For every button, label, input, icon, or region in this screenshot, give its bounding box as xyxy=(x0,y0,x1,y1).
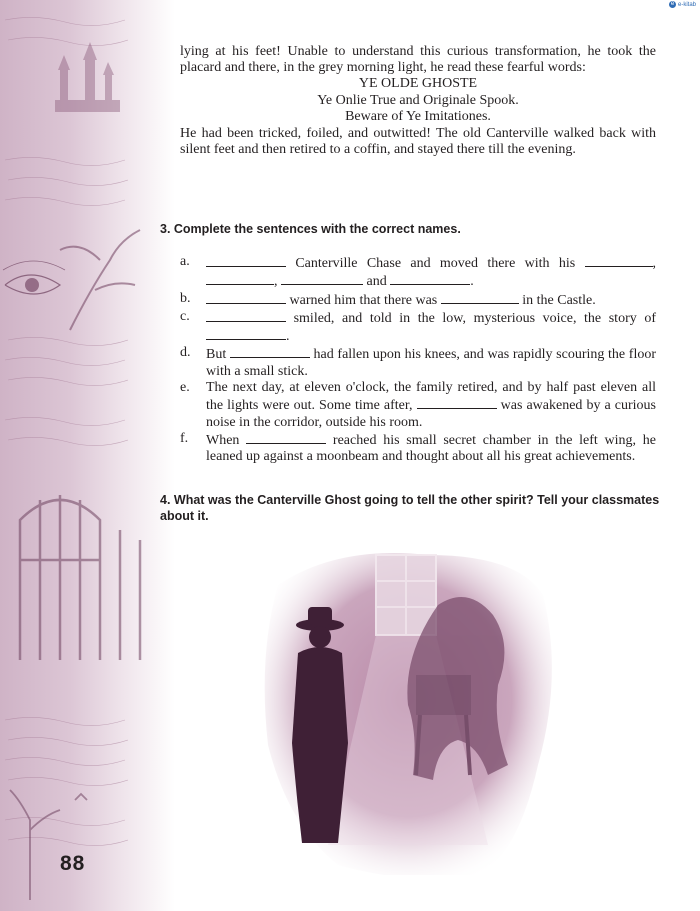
blank-field[interactable] xyxy=(417,396,497,409)
blank-field[interactable] xyxy=(206,291,286,304)
item-text: smiled, and told in the low, mysterious voice, the story of xyxy=(286,310,656,326)
blank-field[interactable] xyxy=(206,272,274,285)
exercise-3-heading: 3. Complete the sentences with the correct names. xyxy=(160,222,461,236)
item-text: , xyxy=(652,256,656,271)
item-label: b. xyxy=(180,290,191,306)
page-number: 88 xyxy=(60,852,86,875)
blank-field[interactable] xyxy=(206,309,286,322)
item-label: f. xyxy=(180,430,189,446)
item-text: The next day, at eleven o'clock, the family retired, and by half past eleven all the lights were out. Some time after, xyxy=(206,380,656,414)
item-text: . xyxy=(470,274,474,290)
placard-line-1: YE OLDE GHOSTE xyxy=(358,76,478,92)
placard-line-2: Ye Onlie True and Originale Spook. xyxy=(317,92,519,108)
blank-field[interactable] xyxy=(441,291,519,304)
item-label: a. xyxy=(180,254,190,269)
placard-line-3: Beware of Ye Imitationes. xyxy=(345,109,491,125)
blank-field[interactable] xyxy=(390,272,470,285)
list-item-b xyxy=(180,291,656,309)
ghost-scene-icon xyxy=(258,545,552,875)
exercise-4-heading: 4. What was the Canterville Ghost going to tell the other spirit? Tell your classmates about it. xyxy=(160,493,660,523)
exercise-3-list xyxy=(180,254,656,466)
publisher-logo xyxy=(669,1,696,8)
list-item-e xyxy=(180,380,656,431)
blank-field[interactable] xyxy=(585,254,653,267)
item-text: reached his small secret chamber in the left wing, he leaned up against a moonbeam and thought about all his great achievements. xyxy=(206,432,657,465)
placard-text xyxy=(180,76,656,125)
item-text: warned him that there was xyxy=(286,292,438,308)
blank-field[interactable] xyxy=(206,254,286,267)
story-passage xyxy=(180,44,656,158)
list-item-d xyxy=(180,345,656,380)
item-text: had fallen upon his knees, and was rapidly scouring the floor with a small stick. xyxy=(206,347,656,379)
item-label: d. xyxy=(180,345,191,361)
item-text: and xyxy=(363,274,387,290)
logo-icon: e xyxy=(670,1,675,7)
item-text: Canterville Chase and moved there with his xyxy=(286,256,576,271)
item-label: e. xyxy=(180,380,190,396)
item-text: was awakened by a curious noise in the corridor, outside his room. xyxy=(206,398,657,430)
item-text: in the Castle. xyxy=(518,292,596,308)
item-label: c. xyxy=(180,308,190,324)
list-item-f xyxy=(180,431,656,466)
passage-paragraph-2: He had been tricked, foiled, and outwitted! The old Canterville walked back with silent feet and then retired to a coffin, and stayed there till the evening. xyxy=(180,125,656,157)
item-text: But xyxy=(206,347,227,363)
blank-field[interactable] xyxy=(206,327,286,340)
item-text: , xyxy=(274,274,278,290)
blank-field[interactable] xyxy=(230,345,310,358)
ghost-scene-illustration xyxy=(258,545,552,875)
list-item-c xyxy=(180,309,656,346)
item-text: When xyxy=(206,432,240,448)
list-item-a xyxy=(180,254,656,291)
blank-field[interactable] xyxy=(246,431,326,444)
margin-illustration xyxy=(0,0,175,911)
passage-paragraph-1: lying at his feet! Unable to understand this curious transformation, he took the placard and there, in the grey morning light, he read these fearful words: xyxy=(180,44,656,76)
logo-text: e-kitab xyxy=(677,1,696,8)
blank-field[interactable] xyxy=(281,272,363,285)
item-text: . xyxy=(286,329,290,345)
margin-art-icon xyxy=(0,0,175,911)
